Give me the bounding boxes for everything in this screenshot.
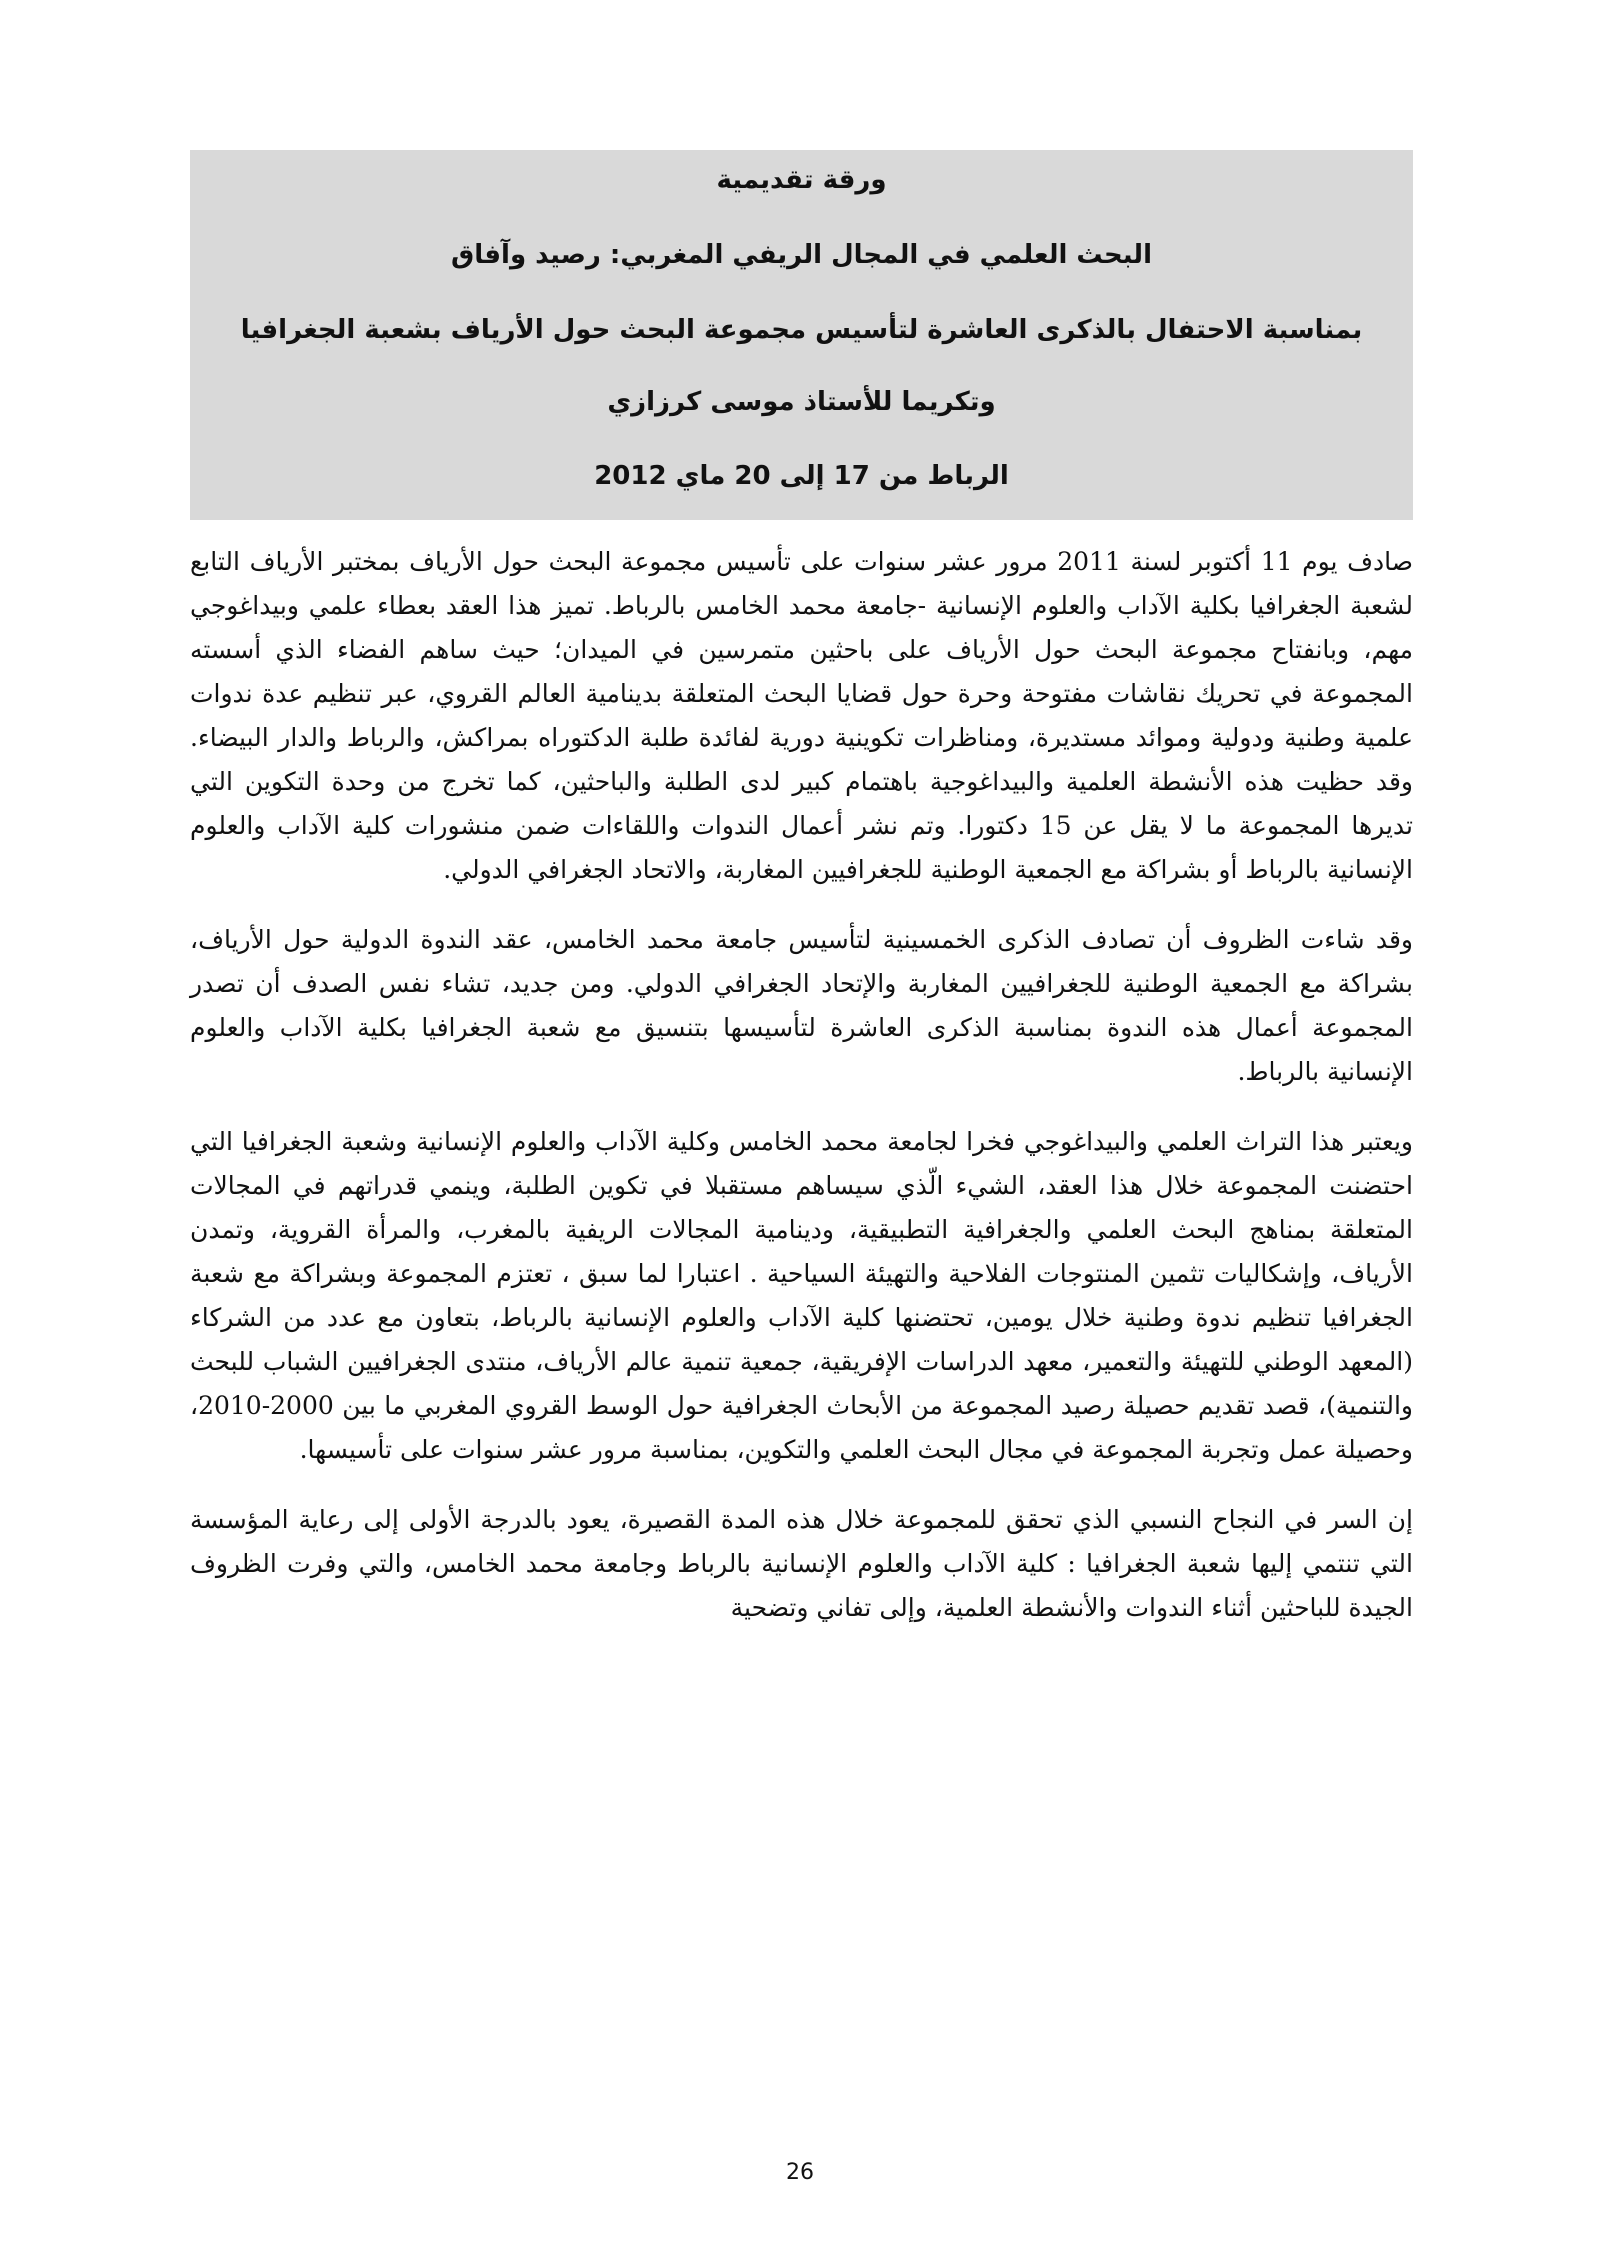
- document-type-heading: ورقة تقديمية: [716, 165, 887, 195]
- paragraph-3: ويعتبر هذا التراث العلمي والبيداغوجي فخرا لجامعة محمد الخامس وكلية الآداب والعلوم الإنسانية وشعبة الجغرافيا التي احتضنت المجموعة خلال هذا العقد، الشيء الّذي سيساهم مستقبلا في تكوين الطلبة، وينمي قدراتهم في المجالات المتعلقة بمناهج البحث العلمي والجغرافية التطبيقية، ودينامية المجالات الريفية بالمغرب، والمرأة القروية، وتمدن الأرياف، وإشكاليات تثمين المنتوجات الفلاحية والتهيئة السياحية . اعتبارا لما سبق ، تعتزم المجموعة وبشراكة مع شعبة الجغرافيا تنظيم ندوة وطنية خلال يومين، تحتضنها كلية الآداب والعلوم الإنسانية بالرباط، بتعاون مع عدد من الشركاء (المعهد الوطني للتهيئة والتعمير، معهد الدراسات الإفريقية، جمعية تنمية عالم الأرياف، منتدى الجغرافيين الشباب للبحث والتنمية)، قصد تقديم حصيلة رصيد المجموعة من الأبحاث الجغرافية حول الوسط القروي المغربي ما بين 2000-2010، وحصيلة عمل وتجربة المجموعة في مجال البحث العلمي والتكوين، بمناسبة مرور عشر سنوات على تأسيسها.: [190, 1127, 1413, 1464]
- paragraph-1: صادف يوم 11 أكتوبر لسنة 2011 مرور عشر سنوات على تأسيس مجموعة البحث حول الأرياف بمختبر الأرياف التابع لشعبة الجغرافيا بكلية الآداب والعلوم الإنسانية -جامعة محمد الخامس بالرباط. تميز هذا العقد بعطاء علمي وبيداغوجي مهم، وبانفتاح مجموعة البحث حول الأرياف على باحثين متمرسين في الميدان؛ حيث ساهم الفضاء الذي أسسته المجموعة في تحريك نقاشات مفتوحة وحرة حول قضايا البحث المتعلقة بدينامية العالم القروي، عبر تنظيم عدة ندوات علمية وطنية ودولية وموائد مستديرة، ومناظرات تكوينية دورية لفائدة طلبة الدكتوراه بمراكش، والرباط والدار البيضاء. وقد حظيت هذه الأنشطة العلمية والبيداغوجية باهتمام كبير لدى الطلبة والباحثين، كما تخرج من وحدة التكوين التي تديرها المجموعة ما لا يقل عن 15 دكتورا. وتم نشر أعمال الندوات واللقاءات ضمن منشورات كلية الآداب والعلوم الإنسانية بالرباط أو بشراكة مع الجمعية الوطنية للجغرافيين المغاربة، والاتحاد الجغرافي الدولي.: [190, 547, 1414, 884]
- occasion-line: بمناسبة الاحتفال بالذكرى العاشرة لتأسيس مجموعة البحث حول الأرياف بشعبة الجغرافيا: [240, 315, 1363, 345]
- paragraph-2: وقد شاءت الظروف أن تصادف الذكرى الخمسينية لتأسيس جامعة محمد الخامس، عقد الندوة الدولية حول الأرياف، بشراكة مع الجمعية الوطنية للجغرافيين المغاربة والإتحاد الجغرافي الدولي. ومن جديد، تشاء نفس الصدف أن تصدر المجموعة أعمال هذه الندوة بمناسبة الذكرى العاشرة لتأسيسها بتنسيق مع شعبة الجغرافيا بكلية الآداب والعلوم الإنسانية بالرباط.: [190, 925, 1413, 1086]
- paragraph-4: إن السر في النجاح النسبي الذي تحقق للمجموعة خلال هذه المدة القصيرة، يعود بالدرجة الأولى إلى رعاية المؤسسة التي تنتمي إليها شعبة الجغرافيا : كلية الآداب والعلوم الإنسانية بالرباط وجامعة محمد الخامس، والتي وفرت الظروف الجيدة للباحثين أثناء الندوات والأنشطة العلمية، وإلى تفاني وتضحية: [190, 1505, 1413, 1622]
- document-title: البحث العلمي في المجال الريفي المغربي: رصيد وآفاق: [451, 240, 1152, 270]
- page-number: 26: [786, 2160, 814, 2185]
- title-box: [190, 150, 1413, 520]
- body-text: [190, 540, 1413, 1656]
- honoree-line: وتكريما للأستاذ موسى كرزازي: [607, 387, 996, 417]
- date-place-line: الرباط من 17 إلى 20 ماي 2012: [594, 461, 1009, 491]
